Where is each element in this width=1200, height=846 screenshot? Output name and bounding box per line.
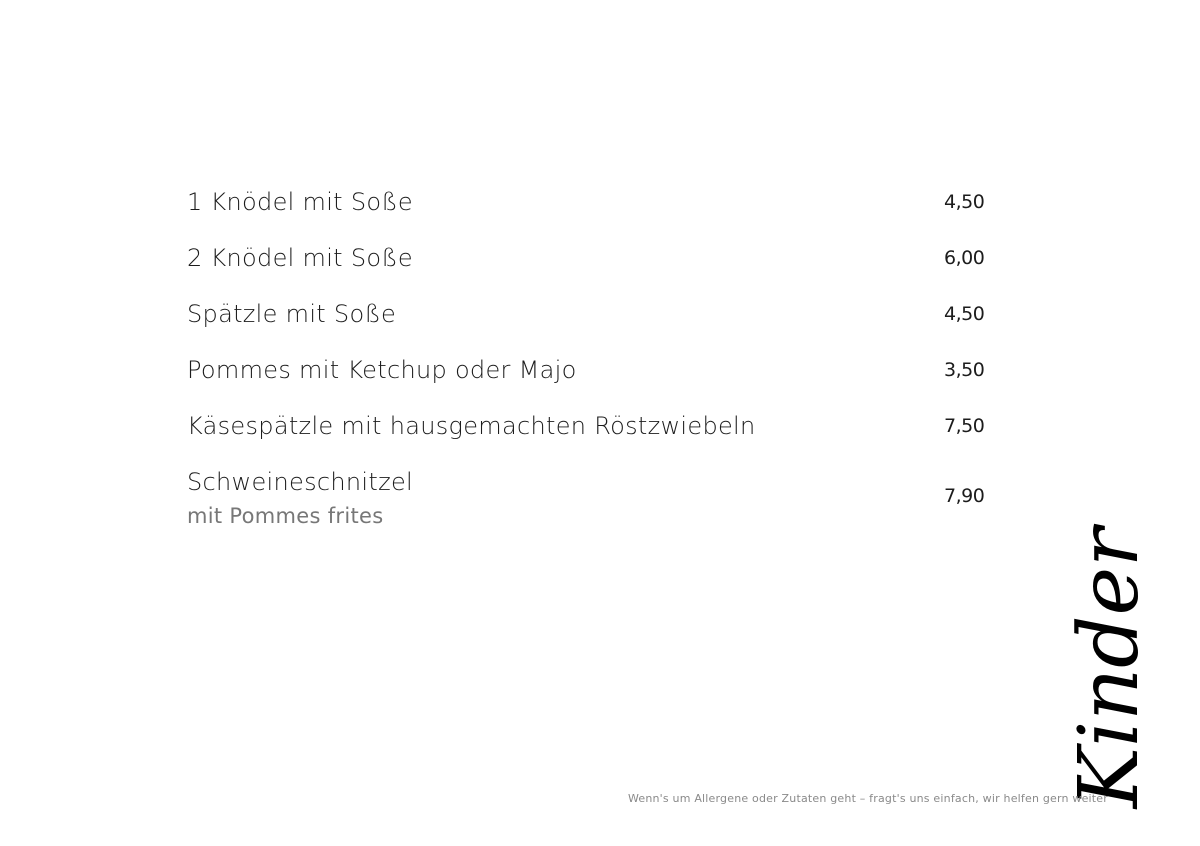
menu-item — [187, 242, 1017, 298]
menu-item-price: 3,50 — [944, 359, 985, 381]
menu-item-price: 6,00 — [944, 247, 985, 269]
menu-item-name: 1 Knödel mit Soße — [187, 188, 413, 216]
menu-item — [187, 186, 1017, 242]
menu-item-name: 2 Knödel mit Soße — [187, 244, 413, 272]
menu-item-price: 4,50 — [944, 191, 985, 213]
menu-item — [187, 298, 1017, 354]
section-title: Kinder — [1062, 527, 1157, 809]
menu-item — [187, 466, 1017, 546]
menu-item-price: 4,50 — [944, 303, 985, 325]
menu-item — [187, 354, 1017, 410]
menu-item-name: Pommes mit Ketchup oder Majo — [187, 356, 577, 384]
menu-item — [187, 410, 1017, 466]
allergen-note: Wenn's um Allergene oder Zutaten geht – fragt's uns einfach, wir helfen gern weiter — [627, 792, 1108, 805]
menu-item-price: 7,90 — [944, 485, 985, 507]
menu-item-price: 7,50 — [944, 415, 985, 437]
menu-item-name: Schweineschnitzel — [187, 468, 414, 496]
menu-item-name: Käsespätzle mit hausgemachten Röstzwiebeln — [187, 412, 756, 440]
menu-item-description: mit Pommes frites — [187, 504, 384, 528]
menu-list — [187, 186, 1017, 546]
menu-item-name: Spätzle mit Soße — [187, 300, 397, 328]
